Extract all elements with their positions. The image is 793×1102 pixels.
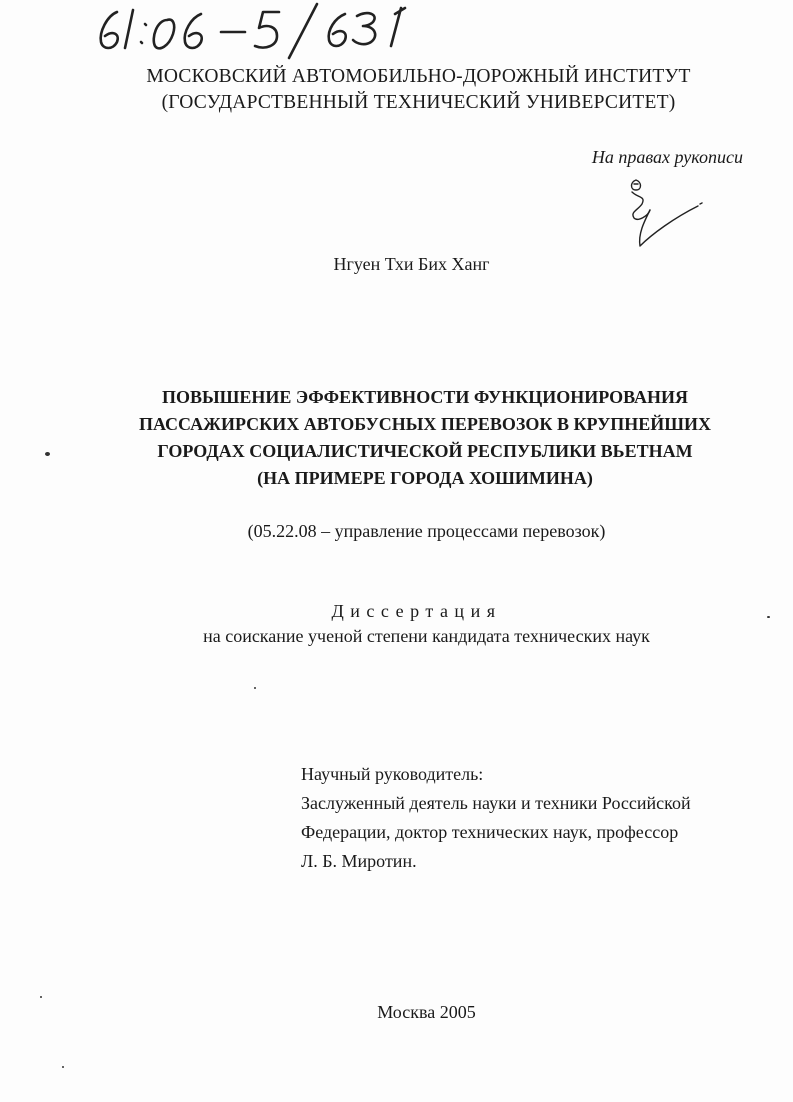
degree-description: на соискание ученой степени кандидата технических наук bbox=[203, 626, 650, 646]
city-and-year: Москва 2005 bbox=[377, 1002, 476, 1022]
supervisor-name: Л. Б. Миротин. bbox=[301, 851, 417, 871]
institute-name: МОСКОВСКИЙ АВТОМОБИЛЬНО-ДОРОЖНЫЙ ИНСТИТУТ bbox=[146, 66, 691, 87]
dissertation-title bbox=[100, 384, 750, 492]
supervisor-title-line: Заслуженный деятель науки и техники Российской bbox=[301, 793, 691, 813]
institute-subtitle: (ГОСУДАРСТВЕННЫЙ ТЕХНИЧЕСКИЙ УНИВЕРСИТЕТ) bbox=[161, 92, 676, 113]
handwritten-archive-code bbox=[95, 2, 425, 62]
author-name: Нгуен Тхи Бих Ханг bbox=[333, 254, 490, 274]
scan-speck bbox=[40, 996, 42, 998]
title-line: (НА ПРИМЕРЕ ГОРОДА ХОШИМИНА) bbox=[257, 468, 593, 488]
handwritten-signature bbox=[620, 176, 720, 256]
title-line: ГОРОДАХ СОЦИАЛИСТИЧЕСКОЙ РЕСПУБЛИКИ ВЬЕТНАМ bbox=[157, 441, 693, 461]
specialty-code: (05.22.08 – управление процессами перевозок) bbox=[247, 521, 606, 541]
title-line: ПОВЫШЕНИЕ ЭФФЕКТИВНОСТИ ФУНКЦИОНИРОВАНИЯ bbox=[161, 387, 689, 407]
scan-speck bbox=[45, 452, 50, 456]
document-type: Диссертация bbox=[331, 601, 502, 621]
scan-speck bbox=[62, 1066, 64, 1068]
scan-speck bbox=[767, 616, 770, 618]
title-line: ПАССАЖИРСКИХ АВТОБУСНЫХ ПЕРЕВОЗОК В КРУПНЕЙШИХ bbox=[138, 414, 712, 434]
supervisor-heading: Научный руководитель: bbox=[301, 764, 484, 784]
supervisor-title-line: Федерации, доктор технических наук, профессор bbox=[301, 822, 679, 842]
manuscript-rights-note: На правах рукописи bbox=[591, 147, 743, 167]
scan-speck bbox=[254, 687, 256, 689]
supervisor-block bbox=[301, 760, 691, 876]
